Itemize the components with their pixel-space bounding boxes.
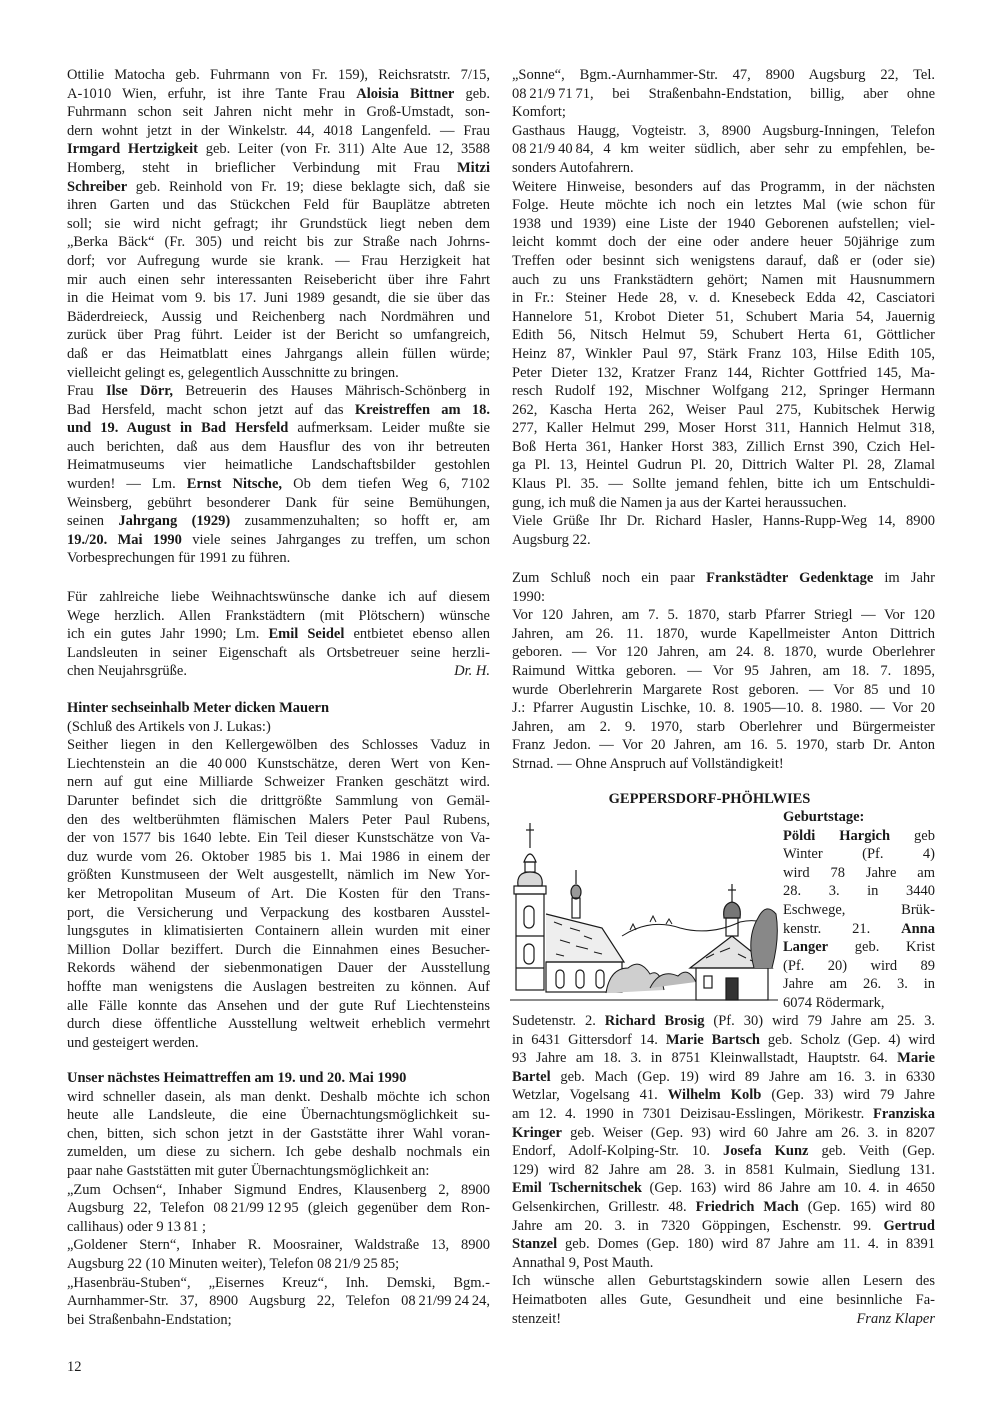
text-run: entbietet ebenso allen — [344, 626, 491, 643]
text-run: seinen — [67, 513, 119, 530]
text-line: Treffen oder besinnt sich wenigstens darauf, daß er (oder sie) — [512, 252, 935, 269]
text-run: geb. — [454, 85, 491, 102]
text-line: ihren Garten und das Stückchen Feld für Bauplätze abtreten — [67, 197, 490, 214]
text-line — [67, 625, 490, 644]
text-run: geb. Leiter (von Fr. 311) Alte Aue 12, 3588 — [197, 141, 490, 158]
text-run: in 6431 Gittersdorf 14. — [512, 1031, 666, 1048]
bold-name: Marie Bartsch — [665, 1031, 760, 1048]
text-run: aufmerksam. Leider mußte sie — [288, 420, 490, 437]
text-line — [67, 382, 490, 401]
text-line: „Berka Bäck“ (Fr. 305) und reicht bis zur Straße nach Johrns- — [67, 234, 490, 251]
text-run: (Gep. 33) wird 79 Jahre — [761, 1087, 935, 1104]
text-run: viele seines Jahrganges zu treffen, um schon — [181, 531, 490, 548]
birthdays-list — [512, 1012, 935, 1328]
text-line — [512, 1235, 935, 1254]
text-line: Klaus Pl. 35. — Sollte jemand fehlen, bitte ich um Entschuldi- — [512, 476, 935, 493]
paragraph — [67, 1236, 490, 1273]
text-line: 262, Kascha Herta 262, Weiser Paul 275, Kubitschek Herwig — [512, 401, 935, 418]
text-run: stenzeit! — [512, 1310, 562, 1327]
section-heading-geppersdorf: GEPPERSDORF-PHÖHLWIES — [608, 791, 811, 807]
bold-name: Anna — [901, 920, 935, 937]
text-line — [512, 1049, 935, 1068]
text-run: Wetzlar, Vogelsang 41. — [512, 1087, 668, 1104]
bold-name: Bartel — [512, 1068, 551, 1085]
paragraph — [67, 718, 490, 737]
text-run: Ob dem tiefen Weg 6, 7102 — [282, 476, 490, 493]
text-line: 1938 und 1939) eine Liste der 1940 Geborenen aufstellen; viel- — [512, 215, 935, 232]
text-line: Rekords wähend der siebenmonatigen Dauer der Ausstellung — [67, 960, 490, 977]
text-line: und gesteigert werden. — [67, 1034, 199, 1051]
text-line: leicht kommt doch der eine oder andere heuer 50jährige zum — [512, 234, 935, 251]
text-line: Komfort; — [512, 104, 566, 121]
text-run: geb. Weiser (Gep. 93) wird 60 Jahre am 26. 3. in 8207 — [561, 1124, 935, 1141]
bold-name: Ernst Nitsche, — [186, 476, 283, 493]
text-line: der von 1577 bis 1640 lebte. Ein Teil dieser Kunstschätze von Va- — [67, 830, 490, 847]
text-line: resch Rudolf 192, Mischner Wolfgang 212, Springer Hermann — [512, 383, 935, 400]
bold-name: Emil Tschernitschek — [512, 1180, 642, 1197]
text-line: ker Metropolitan Museum of Art. Die Kosten für den Trans- — [67, 885, 490, 902]
text-line: Peter Dieter 132, Kratzer Franz 144, Richter Gottfried 145, Ma- — [512, 364, 935, 381]
bold-name: Wilhelm Kolb — [667, 1087, 762, 1104]
article-heimattreffen — [67, 1069, 490, 1329]
text-run: (Gep. 165) wird 80 — [798, 1198, 935, 1215]
text-line: in Fr.: Steiner Hede 28, v. d. Knesebeck Edda 42, Casciatori — [512, 290, 935, 307]
text-line: Heimatboten alles Gute, Gesundheit und eine besinnliche Fa- — [512, 1291, 935, 1308]
text-run: Zum Schluß noch ein paar — [512, 570, 707, 586]
text-line: dern wohnt jetzt in der Winkelstr. 44, 4018 Langenfeld. — Frau — [67, 122, 490, 139]
text-line: Viele Grüße Ihr Dr. Richard Hasler, Hanns-Rupp-Weg 14, 8900 — [512, 513, 935, 530]
text-run: zusammenzuhalten; so hofft er, am — [230, 513, 490, 530]
text-line — [67, 85, 490, 104]
text-run: Bad Hersfeld, macht schon jetzt auf das — [67, 401, 355, 418]
paragraph — [67, 588, 490, 681]
text-line: zumelden, um diese zu sichern. Ich gebe deshalb nochmals ein — [67, 1144, 490, 1161]
text-line: Franz Jedon. — Vor 20 Jahren, am 16. 5. 1970, starb Dr. Anton — [512, 737, 935, 754]
text-line: Million Dollar beziffert. Durch die Einnahmen eines Besucher- — [67, 941, 490, 958]
text-line — [512, 1124, 935, 1143]
text-line: sonders Autofahrern. — [512, 159, 634, 176]
text-line: 129) wird 82 Jahre am 28. 3. in 8581 Kulmain, Siedlung 131. — [512, 1161, 935, 1178]
bold-name: Langer — [783, 939, 829, 956]
text-line: auch zu uns Frankstädtern gehört; Namen mit Hausnummern — [512, 271, 935, 288]
text-line: nern auf gut eine Milliarde Schweizer Franken geschätzt wird. — [67, 774, 490, 791]
text-line: Weinsberg, gebührt besonderer Dank für seine Bemühungen, — [67, 494, 490, 511]
article-hinter-mauern — [67, 699, 490, 1052]
paragraph — [512, 66, 935, 122]
text-line — [67, 140, 490, 159]
bold-name: Frankstädter Gedenktage — [706, 570, 874, 586]
text-run: Gelsenkirchen, Grillestr. 48. — [512, 1198, 696, 1215]
text-line: Darunter befindet sich die drittgrößte Sammlung von Gemäl- — [67, 792, 490, 809]
text-line — [783, 938, 935, 957]
text-line: Bäderdreieck, Aussig und Reichenberg nach Nordmähren und — [67, 308, 490, 325]
text-line — [67, 159, 490, 178]
text-line: 28. 3. in 3440 — [783, 883, 935, 900]
text-line — [67, 401, 490, 420]
article-gaststaetten-continued — [512, 66, 935, 549]
text-line: Augsburg 22. — [512, 531, 591, 548]
text-line: gung, ich muß die Namen ja aus der Kartei heraussuchen. — [512, 494, 847, 511]
text-line: den des weltberühmten flämischen Malers Peter Paul Rubens, — [67, 811, 490, 828]
author-signature: Dr. H. — [454, 663, 490, 680]
text-run: Betreuerin des Hauses Mährisch-Schönberg in — [173, 383, 490, 400]
text-line — [783, 920, 935, 939]
text-line: Boß Herta 361, Hanker Horst 383, Zillich Ernst 390, Czich Hel- — [512, 438, 935, 455]
text-line: Strnad. — Ohne Anspruch auf Vollständigkeit! — [512, 755, 784, 772]
article-frankstadt-news — [67, 66, 490, 568]
paragraph — [67, 1181, 490, 1237]
bold-name: Marie — [897, 1050, 935, 1067]
text-line: Ottilie Matocha geb. Fuhrmann von Fr. 159), Reichsratstr. 7/15, — [67, 67, 490, 83]
bold-name: Franziska — [872, 1105, 935, 1122]
text-line: port, die Versicherung und Verpackung des kostbaren Ausstel- — [67, 904, 490, 921]
bold-name: Friedrich Mach — [695, 1198, 799, 1215]
text-line: (Pf. 20) wird 89 — [783, 957, 935, 974]
text-line: Eschwege, Brük- — [783, 901, 935, 918]
text-run: ich ein gutes Jahr 1990; Lm. — [67, 626, 269, 643]
text-line: Heinz 87, Winkler Paul 97, Stärk Franz 103, Hilse Edith 105, — [512, 345, 935, 362]
text-line — [67, 512, 490, 531]
bold-name: und 19. August in Bad Hersfeld — [67, 420, 289, 437]
bold-name: Ilse Dörr, — [105, 383, 174, 400]
text-line: hoffte man wenigstens die Auslagen bestreiten zu können. Auf — [67, 978, 490, 995]
text-run: 93 Jahre am 18. 3. in 8751 Kleinwallstadt, Hauptstr. 64. — [512, 1050, 898, 1067]
text-line: Folge. Heute möchte ich noch ein letztes Mal (wie schon für — [512, 197, 935, 214]
text-line: auch berichten, daß aus dem Hausflur des von ihr betreuten — [67, 438, 490, 455]
bold-name: Unser nächstes Heimattreffen am 19. und 20. Mai 1990 — [67, 1070, 407, 1086]
text-line: Augsburg 22 (10 Minuten weiter), Telefon 08 21/9 25 85; — [67, 1255, 400, 1272]
text-line: „Goldener Stern“, Inhaber R. Moosrainer, Waldstraße 13, 8900 — [67, 1237, 490, 1254]
paragraph — [512, 1012, 935, 1272]
author-signature: Franz Klaper — [856, 1310, 935, 1327]
text-line: Aurnhammer-Str. 37, 8900 Augsburg 22, Telefon 08 21/99 24 24, — [67, 1293, 490, 1310]
bold-name: Gertrud — [883, 1217, 935, 1234]
text-line: alle Fälle konnte das Ansehen und der gute Ruf Liechtensteins — [67, 997, 490, 1014]
text-line — [512, 1086, 935, 1105]
text-line: Annathal 9, Post Mauth. — [512, 1254, 654, 1271]
text-line: wird 78 Jahre am — [783, 864, 935, 881]
text-run: chen Neujahrsgrüße. — [67, 663, 187, 680]
text-line: Liechtenstein an die 40 000 Kunstschätze, deren Wert von Ken- — [67, 755, 490, 772]
text-line — [67, 531, 490, 550]
bold-name: Pöldi Hargich — [783, 827, 891, 844]
paragraph — [67, 66, 490, 382]
text-run: geb. Mach (Gep. 19) wird 89 Jahre am 16. 3. in 6330 — [550, 1068, 935, 1085]
text-line: in die Heimat vom 9. bis 17. Juni 1989 gesandt, die sie über das — [67, 290, 490, 307]
text-line: bei Straßenbahn-Endstation; — [67, 1311, 232, 1328]
paragraph — [783, 827, 935, 1013]
bold-name: Mitzi — [456, 159, 490, 176]
text-line — [512, 1012, 935, 1031]
text-line: „Hasenbräu-Stuben“, „Eisernes Kreuz“, Inh. Demski, Bgm.- — [67, 1274, 490, 1291]
text-line: chen, bitten, sich schon jetzt in der Gaststätte ihrer Wahl voran- — [67, 1125, 490, 1142]
bold-name: Richard Brosig — [604, 1013, 705, 1029]
paragraph — [512, 122, 935, 178]
text-line: callihaus) oder 9 13 81 ; — [67, 1218, 207, 1235]
text-line — [783, 808, 935, 827]
text-line — [512, 1068, 935, 1087]
paragraph — [512, 606, 935, 773]
text-run: Homberg, steht in brieflicher Verbindung mit Frau — [67, 159, 457, 176]
text-line — [67, 419, 490, 438]
text-line: dorf; vor Aufregung wurde sie krank. — Frau Herzigkeit hat — [67, 252, 490, 269]
page-number: 12 — [67, 1359, 82, 1375]
bold-name: 19./20. Mai 1990 — [67, 531, 182, 548]
text-line: Vorbesprechungen für 1991 zu führen. — [67, 550, 291, 567]
text-line: (Schluß des Artikels von J. Lukas:) — [67, 718, 271, 735]
text-line: Hannelore 51, Krobot Dieter 51, Schubert Maria 54, Jauernig — [512, 308, 935, 325]
bold-name: Josefa Kunz — [722, 1143, 809, 1160]
text-line: J.: Pfarrer Augustin Lischke, 10. 8. 1905—10. 8. 1980. — Vor 20 — [512, 700, 935, 717]
text-line — [67, 662, 490, 681]
text-line: Für zahlreiche liebe Weihnachtswünsche danke ich auf diesem — [67, 589, 490, 605]
text-line: Vor 120 Jahren, am 7. 5. 1870, starb Pfarrer Striegl — Vor 120 — [512, 607, 935, 624]
text-run: (Gep. 163) wird 86 Jahre am 10. 4. in 4650 — [641, 1180, 935, 1197]
text-run: geb. Scholz (Gep. 4) wird — [759, 1031, 935, 1048]
bold-name: Kringer — [512, 1124, 562, 1141]
text-run: (Pf. 30) wird 79 Jahre am 25. 3. — [704, 1013, 935, 1029]
paragraph — [512, 1272, 935, 1328]
text-line — [67, 178, 490, 197]
text-run: im Jahr — [873, 570, 935, 586]
paragraph — [67, 1274, 490, 1330]
text-line: geboren. — Vor 120 Jahren, am 24. 8. 1870, wurde Oberlehrer — [512, 644, 935, 661]
text-line: Fuhrmann schon seit Jahren nicht mehr in Groß-Umstadt, son- — [67, 104, 490, 121]
text-run: Endorf, Adolf-Kolping-Str. 10. — [512, 1143, 723, 1160]
paragraph — [67, 736, 490, 1052]
text-line: 08 21/9 71 71, bei Straßenbahn-Endstation, billig, aber ohne — [512, 85, 935, 102]
bold-name: Irmgard Hertzigkeit — [67, 141, 198, 158]
text-run: geb. Veith (Gep. — [808, 1143, 935, 1160]
text-line: Ich wünsche allen Geburtstagskindern sowie allen Lesern des — [512, 1273, 935, 1290]
text-run: A-1010 Wien, erfuhr, ist ihre Tante Frau — [67, 85, 357, 102]
text-line: Jahre am 26. 3. in — [783, 976, 935, 993]
text-line: „Sonne“, Bgm.-Aurnhammer-Str. 47, 8900 Augsburg 22, Tel. — [512, 67, 935, 83]
birthdays-narrow — [783, 808, 935, 1013]
text-line: durch diese öffentliche Ausstellung weltweit erheblich vermehrt — [67, 1016, 490, 1033]
text-line: vielleicht gelingt es, gelegentlich Ausschnitte zu bringen. — [67, 364, 399, 381]
paragraph — [512, 569, 935, 606]
new-year-greetings — [67, 588, 490, 681]
text-line: daß er das Heimatblatt eines Jahrgangs allein füllen würde; — [67, 345, 490, 362]
text-line: Raimund Wittka geboren. — Vor 95 Jahren, am 18. 7. 1895, — [512, 662, 935, 679]
text-line: zurück über Prag führt. Leider ist der Bericht so umfangreich, — [67, 327, 490, 344]
bold-name: Aloisia Bittner — [356, 85, 455, 102]
text-line — [512, 1031, 935, 1050]
bold-name: Hinter sechseinhalb Meter dicken Mauern — [67, 700, 330, 716]
text-line — [512, 1198, 935, 1217]
text-run: geb. Domes (Gep. 180) wird 87 Jahre am 11. 4. in 8391 — [557, 1236, 935, 1253]
text-line: soll; sie wird nicht gefragt; ihr Grundstück liegt neben dem — [67, 215, 490, 232]
bold-name: Jahrgang (1929) — [118, 513, 231, 530]
text-line: 277, Kaller Helmut 299, Moser Horst 311, Hannich Helmut 318, — [512, 420, 935, 437]
text-run: geb — [890, 827, 935, 844]
text-line — [67, 475, 490, 494]
text-line: 6074 Rödermark, — [783, 994, 885, 1011]
text-line — [512, 1105, 935, 1124]
text-run: kenstr. 21. — [783, 920, 902, 937]
text-line: ga Pl. 13, Heintel Gudrun Pl. 20, Dittrich Walter Pl. 28, Zlamal — [512, 457, 935, 474]
text-line: Seither liegen in den Kellergewölben des Schlosses Vaduz in — [67, 737, 490, 754]
text-line: Augsburg 22, Telefon 08 21/99 12 95 (gleich gegenüber dem Ron- — [67, 1200, 490, 1217]
bold-name: Emil Seidel — [268, 626, 345, 643]
text-line: Edith 56, Nitsch Helmut 59, Schubert Herta 61, Göttlicher — [512, 327, 935, 344]
text-line — [783, 827, 935, 846]
text-run: Jahre am 20. 3. in 7320 Göppingen, Eschenstr. 99. — [512, 1217, 884, 1234]
text-line: Gasthaus Haugg, Vogteistr. 3, 8900 Augsburg-Inningen, Telefon — [512, 122, 935, 139]
paragraph — [512, 512, 935, 549]
text-line: Landsleuten in seiner Eigenschaft als Ortsbetreuer seine herzli- — [67, 644, 490, 661]
text-run: am 12. 4. 1990 in 7301 Deizisau-Esslingen, Mörikestr. — [512, 1105, 873, 1122]
text-line: Weitere Hinweise, besonders auf das Programm, in der nächsten — [512, 178, 935, 195]
text-line — [67, 1069, 490, 1088]
text-line — [512, 569, 935, 588]
paragraph — [67, 1069, 490, 1088]
text-line — [512, 1217, 935, 1236]
article-gedenktage — [512, 569, 935, 774]
text-run: Frau — [67, 383, 106, 400]
text-line: mir auch einen sehr interessanten Reisebericht über ihre Fahrt — [67, 271, 490, 288]
paragraph — [512, 178, 935, 513]
bold-name: Schreiber — [67, 178, 128, 195]
paragraph — [67, 382, 490, 568]
text-line — [512, 1142, 935, 1161]
text-line: größten Kunstmuseen der Welt ausgestellt, nämlich im New Yor- — [67, 867, 490, 884]
text-line: wurde Oberlehrerin Margarete Rost geboren. — Vor 85 und 10 — [512, 681, 935, 698]
text-line: 08 21/9 40 84, 4 km weiter südlich, aber sehr zu empfehlen, be- — [512, 141, 935, 158]
text-line — [67, 699, 490, 718]
text-run: wurden! — Lm. — [67, 476, 187, 493]
paragraph — [783, 808, 935, 827]
paragraph — [67, 699, 490, 718]
paragraph — [67, 1088, 490, 1181]
text-run: geb. Krist — [828, 939, 935, 956]
bold-name: Geburtstage: — [783, 809, 865, 825]
text-line: heute alle Landsleute, die eine Übernachtungsmöglichkeit su- — [67, 1107, 490, 1124]
text-line: lungsgutes in klimatisierten Containern allein wurden mit einer — [67, 923, 490, 940]
text-line: Heimatmuseums vier heimatliche Landschaftsbilder gestohlen — [67, 457, 490, 474]
text-line — [512, 1310, 935, 1329]
bold-name: Kreistreffen am 18. — [354, 401, 491, 418]
text-line: Wege herzlich. Allen Frankstädtern (mit Plötschern) wünsche — [67, 607, 490, 624]
bold-name: Stanzel — [512, 1236, 558, 1253]
text-line: duz wurde vom 26. Oktober 1985 bis 1. Mai 1986 in einem der — [67, 848, 490, 865]
text-line: „Zum Ochsen“, Inhaber Sigmund Endres, Klausenberg 2, 8900 — [67, 1181, 490, 1198]
text-line: Jahren, am 2. 9. 1970, starb Oberlehrer und Bürgermeister — [512, 718, 935, 735]
text-line: Jahren, am 26. 11. 1870, wurde Kapellmeister Anton Dittrich — [512, 625, 935, 642]
text-line: 1990: — [512, 588, 546, 605]
text-line — [512, 1179, 935, 1198]
text-line: paar nahe Gaststätten mit guter Übernachtungsmöglichkeit an: — [67, 1162, 430, 1179]
text-run: Sudetenstr. 2. — [512, 1013, 605, 1029]
text-line: Winter (Pf. 4) — [783, 846, 935, 863]
text-line: wird schneller dasein, als man denkt. Deshalb möchte ich schon — [67, 1088, 490, 1105]
text-run: geb. Reinhold von Fr. 19; diese beklagte sich, daß sie — [127, 178, 490, 195]
church-illustration — [510, 818, 778, 1003]
